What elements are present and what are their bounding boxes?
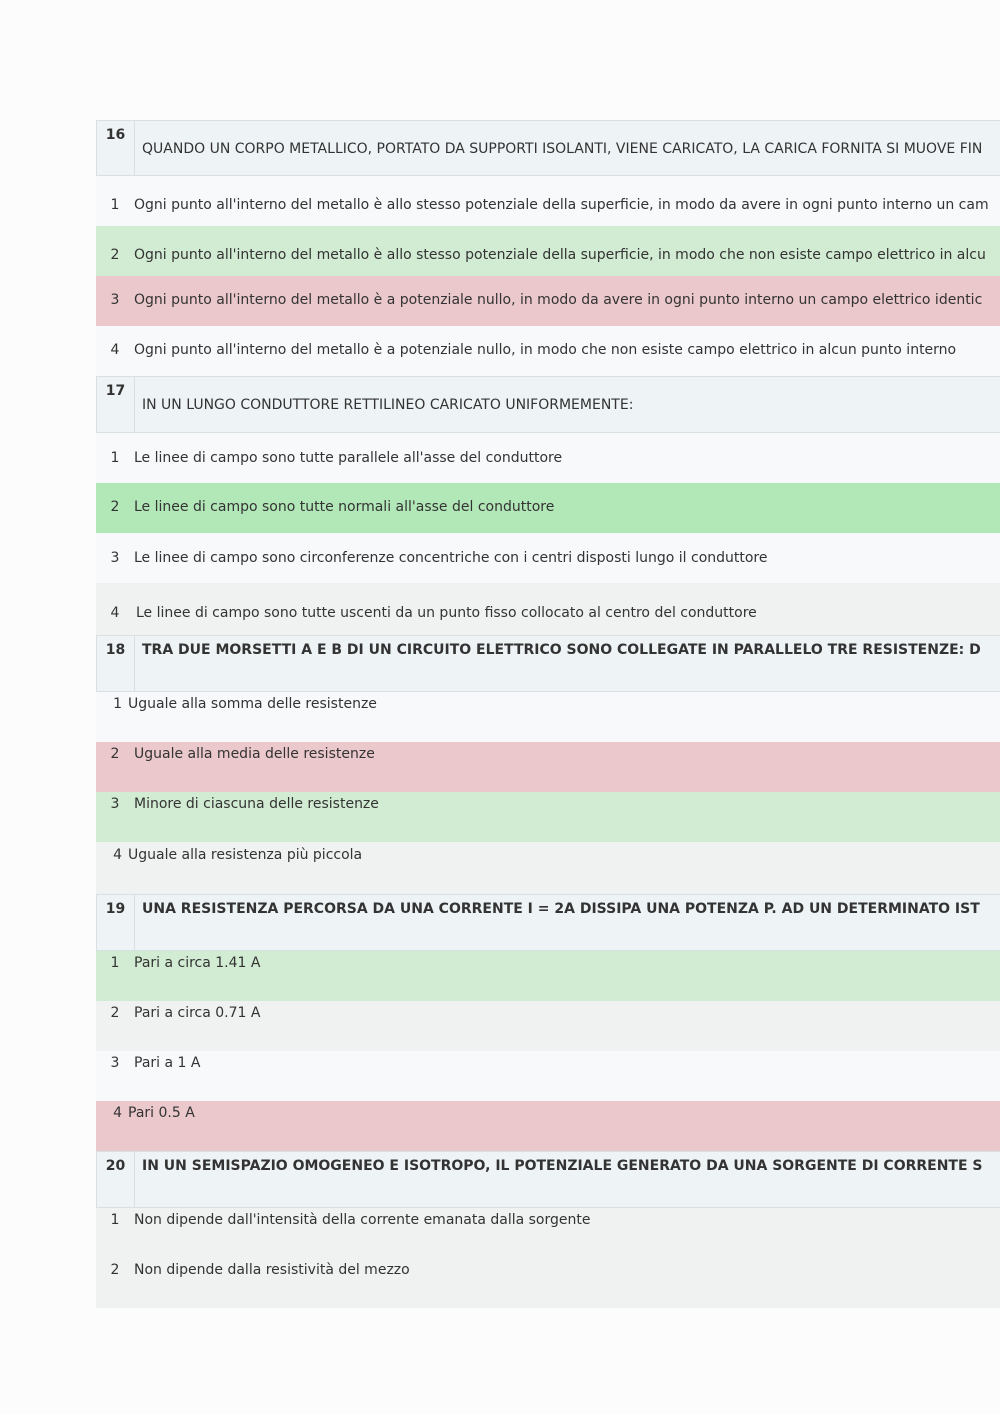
question-number: 17 bbox=[97, 377, 135, 432]
answer-row bbox=[96, 176, 1000, 226]
answer-row-correct bbox=[96, 951, 1000, 1001]
answer-row-correct bbox=[96, 483, 1000, 533]
question-header bbox=[96, 376, 1000, 433]
question-number: 19 bbox=[97, 895, 135, 950]
page-header-mark bbox=[492, 0, 508, 2]
answer-row-wrong bbox=[96, 1101, 1000, 1151]
quiz-sheet bbox=[96, 120, 1000, 1308]
question-header bbox=[96, 1151, 1000, 1208]
answer-text: Ogni punto all'interno del metallo è allo stesso potenziale della superﬁcie, in modo che non esiste campo elettrico in alcu bbox=[134, 247, 986, 263]
answer-text: Minore di ciascuna delle resistenze bbox=[134, 796, 379, 812]
answer-row bbox=[96, 533, 1000, 583]
answer-text: Uguale alla media delle resistenze bbox=[134, 746, 375, 762]
answer-row bbox=[96, 1208, 1000, 1258]
question-text: UNA RESISTENZA PERCORSA DA UNA CORRENTE I = 2A DISSIPA UNA POTENZA P. AD UN DETERMINATO IST bbox=[142, 901, 980, 917]
answer-text: Pari a circa 0.71 A bbox=[134, 1005, 261, 1021]
answer-number: 3 bbox=[110, 550, 120, 566]
answer-row bbox=[96, 1258, 1000, 1308]
question-number: 20 bbox=[97, 1152, 135, 1207]
question-number: 16 bbox=[97, 121, 135, 175]
answer-text: Uguale alla somma delle resistenze bbox=[128, 696, 377, 712]
answer-row bbox=[96, 842, 1000, 894]
answer-number: 3 bbox=[110, 796, 120, 812]
answer-row-correct bbox=[96, 792, 1000, 842]
answer-text: Ogni punto all'interno del metallo è allo stesso potenziale della superﬁcie, in modo da avere in ogni punto interno un cam bbox=[134, 197, 989, 213]
answer-text: Le linee di campo sono tutte uscenti da un punto ﬁsso collocato al centro del conduttore bbox=[136, 605, 757, 621]
answer-text: Le linee di campo sono circonferenze concentriche con i centri disposti lungo il conduttore bbox=[134, 550, 768, 566]
answer-number: 1 bbox=[110, 450, 120, 466]
answer-row bbox=[96, 583, 1000, 635]
question-header bbox=[96, 120, 1000, 176]
answer-number: 4 bbox=[110, 605, 120, 621]
answer-row bbox=[96, 1001, 1000, 1051]
answer-row-correct bbox=[96, 226, 1000, 276]
answer-text: Ogni punto all'interno del metallo è a potenziale nullo, in modo che non esiste campo elettrico in alcun punto interno bbox=[134, 342, 957, 358]
answer-text: Pari a circa 1.41 A bbox=[134, 955, 261, 971]
answer-number: 1 bbox=[110, 955, 120, 971]
question-header bbox=[96, 635, 1000, 692]
answer-number: 1 bbox=[113, 696, 122, 712]
answer-text: Pari a 1 A bbox=[134, 1055, 201, 1071]
answer-text: Non dipende dall'intensità della corrente emanata dalla sorgente bbox=[134, 1212, 591, 1228]
answer-number: 2 bbox=[110, 499, 120, 515]
answer-number: 4 bbox=[113, 847, 122, 863]
answer-row bbox=[96, 433, 1000, 483]
answer-text: Non dipende dalla resistività del mezzo bbox=[134, 1262, 410, 1278]
question-number: 18 bbox=[97, 636, 135, 691]
question-text: IN UN SEMISPAZIO OMOGENEO E ISOTROPO, IL POTENZIALE GENERATO DA UNA SORGENTE DI CORRENTE S bbox=[142, 1158, 983, 1174]
answer-number: 3 bbox=[110, 292, 120, 308]
answer-text: Ogni punto all'interno del metallo è a potenziale nullo, in modo da avere in ogni punto interno un campo elettrico identic bbox=[134, 292, 983, 308]
answer-number: 2 bbox=[110, 1005, 120, 1021]
answer-text: Le linee di campo sono tutte parallele all'asse del conduttore bbox=[134, 450, 563, 466]
answer-number: 1 bbox=[110, 197, 120, 213]
answer-row-wrong bbox=[96, 276, 1000, 326]
answer-text: Le linee di campo sono tutte normali all'asse del conduttore bbox=[134, 499, 555, 515]
answer-text: Pari 0.5 A bbox=[128, 1105, 195, 1121]
answer-number: 2 bbox=[110, 247, 120, 263]
answer-row bbox=[96, 326, 1000, 376]
answer-row bbox=[96, 1051, 1000, 1101]
question-text: IN UN LUNGO CONDUTTORE RETTILINEO CARICATO UNIFORMEMENTE: bbox=[142, 397, 634, 413]
answer-row-wrong bbox=[96, 742, 1000, 792]
answer-text: Uguale alla resistenza più piccola bbox=[128, 847, 363, 863]
question-text: TRA DUE MORSETTI A E B DI UN CIRCUITO ELETTRICO SONO COLLEGATE IN PARALLELO TRE RESISTENZE: D bbox=[142, 642, 981, 658]
answer-row bbox=[96, 692, 1000, 742]
answer-number: 1 bbox=[110, 1212, 120, 1228]
answer-number: 4 bbox=[113, 1105, 122, 1121]
answer-number: 3 bbox=[110, 1055, 120, 1071]
question-header bbox=[96, 894, 1000, 951]
answer-number: 2 bbox=[110, 746, 120, 762]
question-text: QUANDO UN CORPO METALLICO, PORTATO DA SUPPORTI ISOLANTI, VIENE CARICATO, LA CARICA FORNITA SI MUOVE FIN bbox=[142, 141, 983, 157]
answer-number: 2 bbox=[110, 1262, 120, 1278]
answer-number: 4 bbox=[110, 342, 120, 358]
